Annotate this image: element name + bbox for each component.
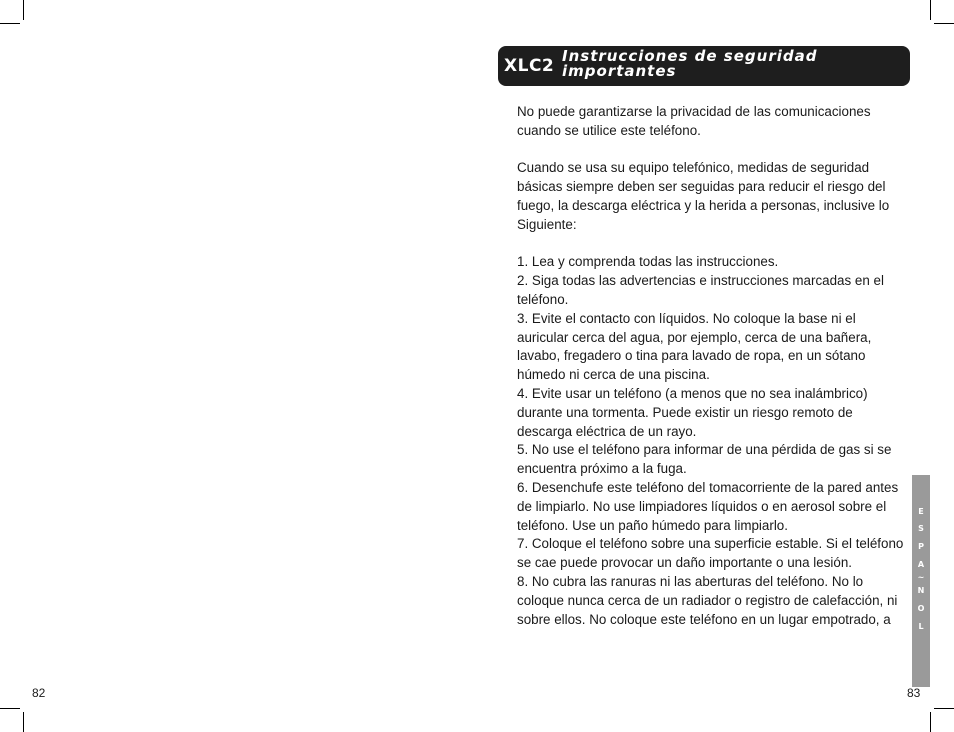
crop-mark [0,23,20,24]
language-tab [912,475,930,687]
section-title: Instrucciones de seguridad importantes [562,47,818,80]
tab-letter: S [918,524,924,533]
crop-mark [930,712,931,732]
safety-intro-paragraph: Cuando se usa su equipo telefónico, medidas de seguridad básicas siempre deben ser seguidas para reducir el riesgo del fuego, la descarga eléctrica y la herida a personas, inclusive lo Siguiente: [517,160,890,232]
tab-letter: N [917,586,925,595]
crop-mark [23,0,24,20]
tab-letter: ~ [917,573,925,582]
tab-letter: E [918,507,924,516]
privacy-paragraph: No puede garantizarse la privacidad de las comunicaciones cuando se utilice este teléfono. [517,104,871,138]
crop-mark [930,0,931,20]
list-item: 5. No use el teléfono para informar de una pérdida de gas si se encuentra próximo a la fuga. [517,442,892,477]
tab-letter: O [917,604,925,613]
tab-letter: P [918,542,924,551]
list-item: 7. Coloque el teléfono sobre una superficie estable. Si el teléfono se cae puede provocar un daño importante o una lesión. [517,536,904,571]
tab-letter: A [917,560,925,569]
page-number-left: 82 [32,686,46,700]
page-number-right: 83 [907,686,921,700]
list-item: 8. No cubra las ranuras ni las aberturas del teléfono. No lo coloque nunca cerca de un radiador o registro de calefacción, ni sobre ellos. No coloque este teléfono en un lugar empotrado, a [517,573,898,627]
safety-instructions [517,103,909,629]
list-item: 6. Desenchufe este teléfono del tomacorriente de la pared antes de limpiarlo. No use limpiadores líquidos o en aerosol sobre el teléfono. Use un paño húmedo para limpiarlo. [517,479,899,533]
list-item: 1. Lea y comprenda todas las instrucciones. [517,254,779,270]
list-item: 2. Siga todas las advertencias e instrucciones marcadas en el teléfono. [517,273,884,307]
list-item: 3. Evite el contacto con líquidos. No coloque la base ni el auricular cerca del agua, por ejemplo, cerca de una bañera, lavabo, fregadero o tina para lavado de ropa, en un sótano húmedo ni cerca de una piscina. [517,310,872,383]
list-item: 4. Evite usar un teléfono (a menos que no sea inalámbrico) durante una tormenta. Puede existir un riesgo remoto de descarga eléctrica de un rayo. [517,385,868,439]
crop-mark [934,708,954,709]
section-header [498,46,910,86]
crop-mark [934,23,954,24]
tab-letter: L [918,622,924,631]
model-name: XLC2 [504,56,555,76]
crop-mark [23,712,24,732]
crop-mark [0,708,20,709]
